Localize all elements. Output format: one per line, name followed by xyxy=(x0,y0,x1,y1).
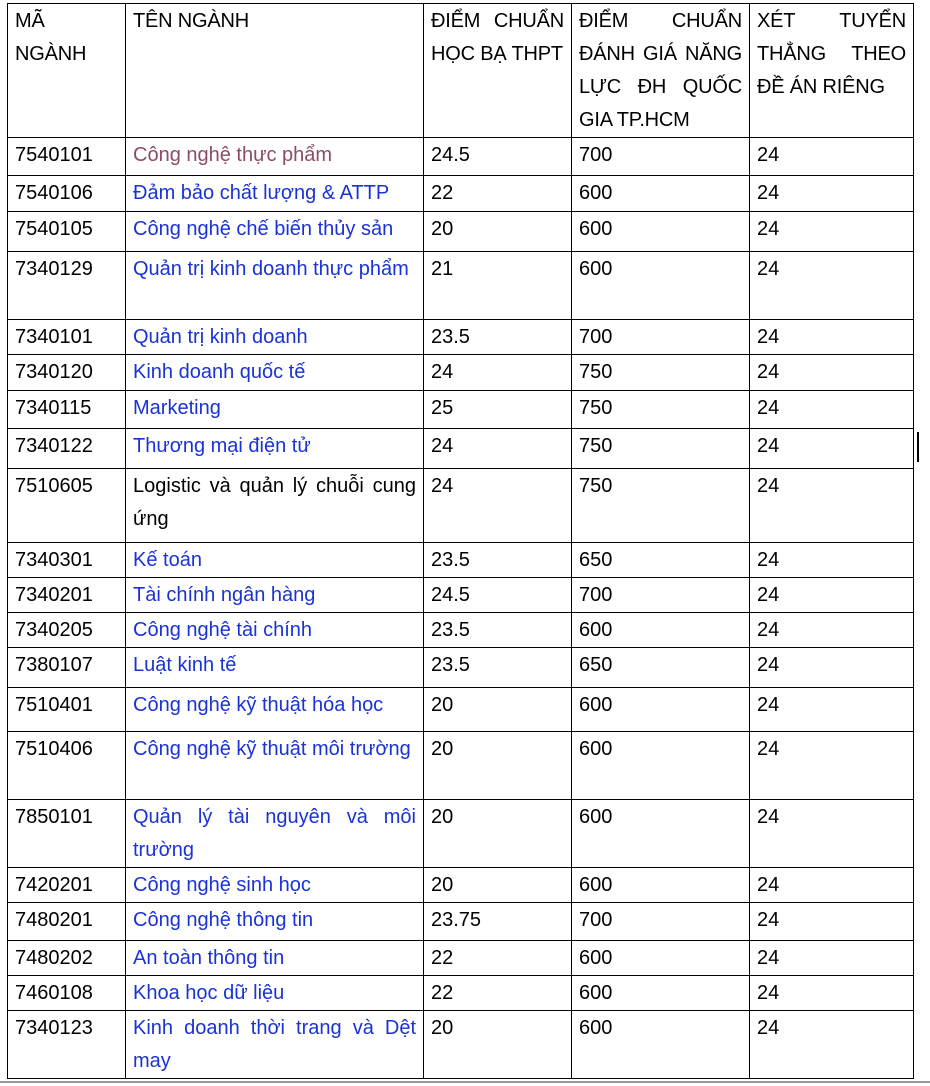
dgnl-score-cell: 600 xyxy=(572,252,750,320)
major-name-cell xyxy=(126,469,424,543)
hocba-score-cell: 24 xyxy=(424,469,572,543)
direct-admission-cell: 24 xyxy=(750,212,914,252)
dgnl-score-cell: 600 xyxy=(572,800,750,868)
major-name-cell xyxy=(126,941,424,976)
major-name-link[interactable]: Công nghệ thực phẩm xyxy=(133,144,333,166)
major-code-cell: 7420201 xyxy=(8,868,126,903)
major-name-link[interactable]: Đảm bảo chất lượng & ATTP xyxy=(133,182,390,204)
table-row xyxy=(8,391,914,429)
table-row xyxy=(8,613,914,648)
table-row xyxy=(8,941,914,976)
major-name-link[interactable]: Công nghệ thông tin xyxy=(133,909,314,931)
major-name-cell xyxy=(126,648,424,688)
major-code-cell: 7480202 xyxy=(8,941,126,976)
hocba-score-cell: 22 xyxy=(424,976,572,1011)
major-name-link[interactable]: Công nghệ sinh học xyxy=(133,874,311,896)
text-cursor xyxy=(917,432,919,462)
major-name-cell xyxy=(126,578,424,613)
hocba-score-cell: 23.5 xyxy=(424,613,572,648)
hocba-score-cell: 23.5 xyxy=(424,320,572,355)
hocba-score-cell: 24.5 xyxy=(424,138,572,176)
hocba-score-cell: 20 xyxy=(424,1011,572,1079)
major-code-cell: 7850101 xyxy=(8,800,126,868)
major-name-link[interactable]: Quản trị kinh doanh xyxy=(133,326,308,348)
admission-score-table-document xyxy=(7,3,914,1079)
major-name-cell xyxy=(126,176,424,212)
direct-admission-cell: 24 xyxy=(750,429,914,469)
major-code-cell: 7340122 xyxy=(8,429,126,469)
table-body xyxy=(8,138,914,1079)
direct-admission-cell: 24 xyxy=(750,252,914,320)
major-code-cell: 7510401 xyxy=(8,688,126,732)
major-code-cell: 7340201 xyxy=(8,578,126,613)
hocba-score-cell: 25 xyxy=(424,391,572,429)
table-row xyxy=(8,543,914,578)
major-code-cell: 7340205 xyxy=(8,613,126,648)
major-name-cell xyxy=(126,688,424,732)
direct-admission-cell: 24 xyxy=(750,138,914,176)
dgnl-score-cell: 600 xyxy=(572,732,750,800)
major-name-link[interactable]: Công nghệ kỹ thuật môi trường xyxy=(133,738,411,760)
direct-admission-cell: 24 xyxy=(750,355,914,391)
header-code: MÃ NGÀNH xyxy=(8,4,126,138)
direct-admission-cell: 24 xyxy=(750,613,914,648)
dgnl-score-cell: 600 xyxy=(572,212,750,252)
dgnl-score-cell: 700 xyxy=(572,138,750,176)
major-name-link[interactable]: Logistic và quản lý chuỗi cung ứng xyxy=(133,475,416,530)
major-name-link[interactable]: Marketing xyxy=(133,397,221,419)
hocba-score-cell: 23.5 xyxy=(424,648,572,688)
dgnl-score-cell: 600 xyxy=(572,613,750,648)
table-row xyxy=(8,469,914,543)
major-code-cell: 7340120 xyxy=(8,355,126,391)
major-name-cell xyxy=(126,1011,424,1079)
direct-admission-cell: 24 xyxy=(750,903,914,941)
major-name-cell xyxy=(126,429,424,469)
table-row xyxy=(8,578,914,613)
direct-admission-cell: 24 xyxy=(750,688,914,732)
dgnl-score-cell: 600 xyxy=(572,868,750,903)
major-code-cell: 7480201 xyxy=(8,903,126,941)
direct-admission-cell: 24 xyxy=(750,648,914,688)
table-row xyxy=(8,320,914,355)
header-dgnl-score: ĐIỂM CHUẨN ĐÁNH GIÁ NĂNG LỰC ĐH QUỐC GIA TP.HCM xyxy=(572,4,750,138)
admission-score-table xyxy=(7,3,914,1079)
major-code-cell: 7340301 xyxy=(8,543,126,578)
dgnl-score-cell: 600 xyxy=(572,976,750,1011)
table-row xyxy=(8,355,914,391)
dgnl-score-cell: 600 xyxy=(572,1011,750,1079)
major-name-cell xyxy=(126,868,424,903)
major-code-cell: 7540106 xyxy=(8,176,126,212)
major-name-link[interactable]: Luật kinh tế xyxy=(133,654,237,676)
major-name-link[interactable]: Khoa học dữ liệu xyxy=(133,982,285,1004)
hocba-score-cell: 24.5 xyxy=(424,578,572,613)
dgnl-score-cell: 750 xyxy=(572,355,750,391)
hocba-score-cell: 20 xyxy=(424,688,572,732)
dgnl-score-cell: 600 xyxy=(572,941,750,976)
major-code-cell: 7380107 xyxy=(8,648,126,688)
direct-admission-cell: 24 xyxy=(750,976,914,1011)
page-bottom-border xyxy=(0,1081,930,1083)
major-name-link[interactable]: Kế toán xyxy=(133,549,202,571)
dgnl-score-cell: 700 xyxy=(572,903,750,941)
major-code-cell: 7540101 xyxy=(8,138,126,176)
table-row xyxy=(8,688,914,732)
major-code-cell: 7540105 xyxy=(8,212,126,252)
direct-admission-cell: 24 xyxy=(750,800,914,868)
direct-admission-cell: 24 xyxy=(750,941,914,976)
header-direct-admission: XÉT TUYỂN THẲNG THEO ĐỀ ÁN RIÊNG xyxy=(750,4,914,138)
major-name-cell xyxy=(126,976,424,1011)
major-code-cell: 7340101 xyxy=(8,320,126,355)
hocba-score-cell: 23.5 xyxy=(424,543,572,578)
major-code-cell: 7460108 xyxy=(8,976,126,1011)
table-header-row xyxy=(8,4,914,138)
major-name-link[interactable]: Kinh doanh quốc tế xyxy=(133,361,306,383)
direct-admission-cell: 24 xyxy=(750,176,914,212)
dgnl-score-cell: 700 xyxy=(572,578,750,613)
dgnl-score-cell: 650 xyxy=(572,543,750,578)
hocba-score-cell: 24 xyxy=(424,429,572,469)
table-row xyxy=(8,903,914,941)
table-row xyxy=(8,800,914,868)
table-row xyxy=(8,976,914,1011)
major-name-link[interactable]: Kinh doanh thời trang và Dệt may xyxy=(133,1017,416,1072)
direct-admission-cell: 24 xyxy=(750,320,914,355)
table-row xyxy=(8,648,914,688)
table-row xyxy=(8,732,914,800)
table-row xyxy=(8,176,914,212)
table-row xyxy=(8,252,914,320)
direct-admission-cell: 24 xyxy=(750,578,914,613)
major-name-link[interactable]: Quản lý tài nguyên và môi trường xyxy=(133,806,416,861)
major-name-cell xyxy=(126,800,424,868)
table-row xyxy=(8,1011,914,1079)
dgnl-score-cell: 650 xyxy=(572,648,750,688)
hocba-score-cell: 24 xyxy=(424,355,572,391)
major-code-cell: 7510406 xyxy=(8,732,126,800)
dgnl-score-cell: 750 xyxy=(572,429,750,469)
hocba-score-cell: 22 xyxy=(424,176,572,212)
major-name-cell xyxy=(126,613,424,648)
direct-admission-cell: 24 xyxy=(750,868,914,903)
direct-admission-cell: 24 xyxy=(750,543,914,578)
hocba-score-cell: 20 xyxy=(424,800,572,868)
direct-admission-cell: 24 xyxy=(750,732,914,800)
major-name-link[interactable]: Công nghệ kỹ thuật hóa học xyxy=(133,694,384,716)
major-code-cell: 7340115 xyxy=(8,391,126,429)
major-name-link[interactable]: An toàn thông tin xyxy=(133,947,285,969)
table-row xyxy=(8,868,914,903)
header-hocba-score: ĐIỂM CHUẨN HỌC BẠ THPT xyxy=(424,4,572,138)
hocba-score-cell: 22 xyxy=(424,941,572,976)
table-row xyxy=(8,212,914,252)
dgnl-score-cell: 600 xyxy=(572,688,750,732)
dgnl-score-cell: 700 xyxy=(572,320,750,355)
hocba-score-cell: 21 xyxy=(424,252,572,320)
major-code-cell: 7340123 xyxy=(8,1011,126,1079)
major-code-cell: 7510605 xyxy=(8,469,126,543)
major-name-cell xyxy=(126,252,424,320)
hocba-score-cell: 20 xyxy=(424,732,572,800)
major-name-cell xyxy=(126,320,424,355)
hocba-score-cell: 23.75 xyxy=(424,903,572,941)
direct-admission-cell: 24 xyxy=(750,391,914,429)
dgnl-score-cell: 750 xyxy=(572,391,750,429)
major-name-cell xyxy=(126,732,424,800)
dgnl-score-cell: 600 xyxy=(572,176,750,212)
major-name-cell xyxy=(126,903,424,941)
major-name-link[interactable]: Công nghệ tài chính xyxy=(133,619,313,641)
major-name-cell xyxy=(126,212,424,252)
major-name-link[interactable]: Công nghệ chế biến thủy sản xyxy=(133,218,394,240)
major-name-cell xyxy=(126,543,424,578)
table-row xyxy=(8,138,914,176)
hocba-score-cell: 20 xyxy=(424,868,572,903)
table-row xyxy=(8,429,914,469)
major-name-cell xyxy=(126,391,424,429)
header-name: TÊN NGÀNH xyxy=(126,4,424,138)
major-name-link[interactable]: Thương mại điện tử xyxy=(133,435,311,457)
hocba-score-cell: 20 xyxy=(424,212,572,252)
direct-admission-cell: 24 xyxy=(750,1011,914,1079)
major-name-link[interactable]: Tài chính ngân hàng xyxy=(133,584,316,606)
dgnl-score-cell: 750 xyxy=(572,469,750,543)
major-name-link[interactable]: Quản trị kinh doanh thực phẩm xyxy=(133,258,409,280)
direct-admission-cell: 24 xyxy=(750,469,914,543)
major-code-cell: 7340129 xyxy=(8,252,126,320)
major-name-cell xyxy=(126,355,424,391)
major-name-cell xyxy=(126,138,424,176)
